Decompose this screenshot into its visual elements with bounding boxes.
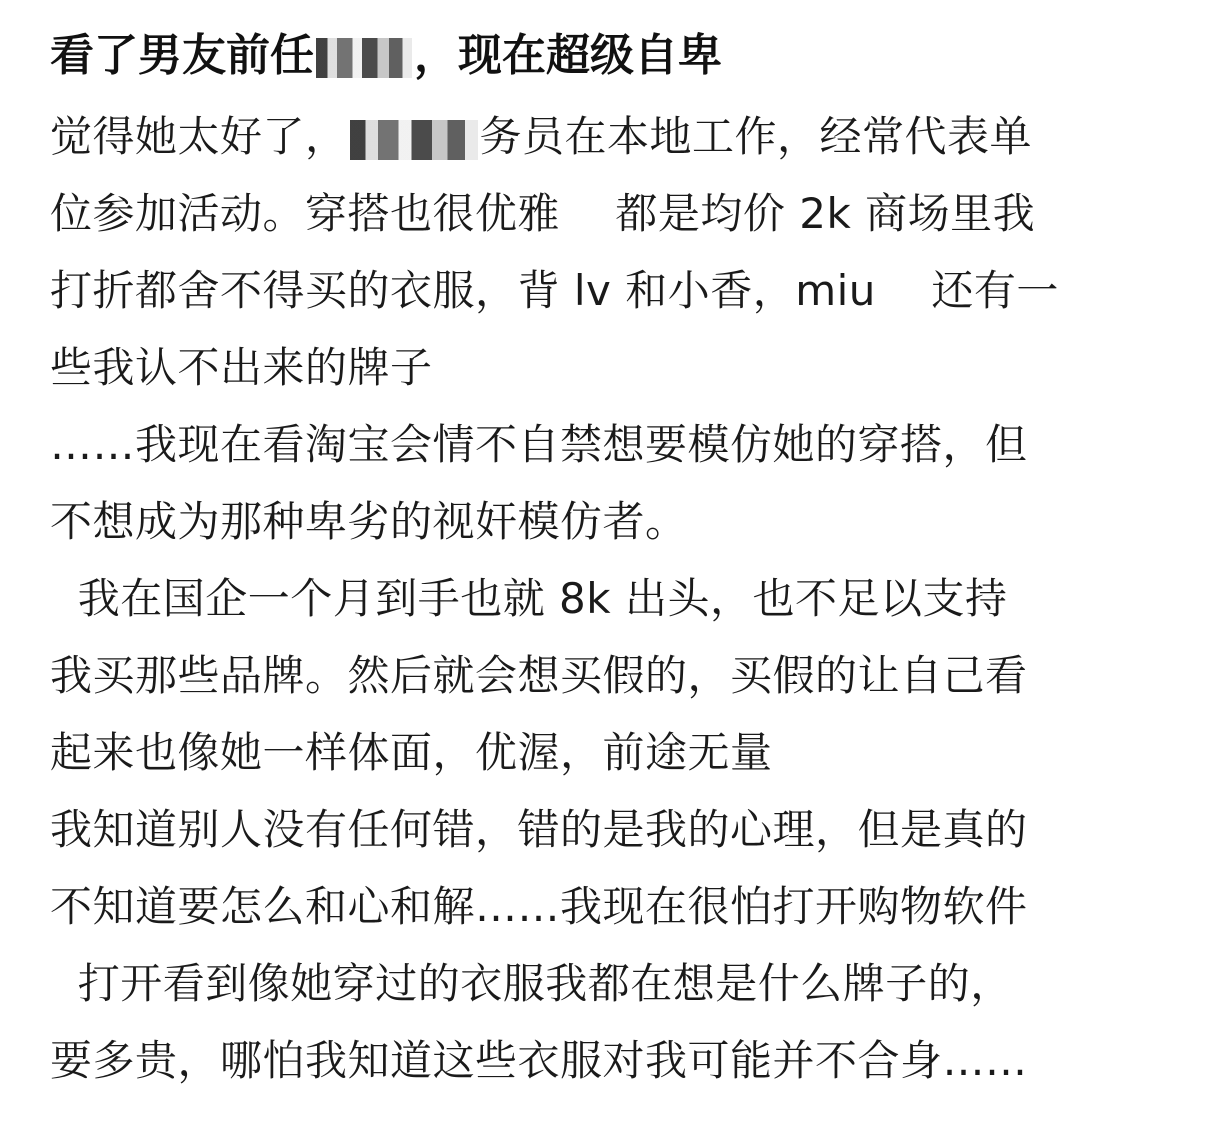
body-line	[50, 98, 1160, 175]
post-body	[50, 98, 1160, 1099]
body-line: 要多贵，哪怕我知道这些衣服对我可能并不合身……	[50, 1036, 1028, 1085]
title-text-end: ，现在超级自卑	[414, 30, 722, 81]
body-line: 位参加活动。穿搭也很优雅 都是均价 2k 商场里我	[50, 189, 1036, 238]
body-line: 些我认不出来的牌子	[50, 343, 433, 392]
body-line-start: 觉得她太好了，	[50, 112, 348, 161]
post-content	[50, 0, 1160, 1099]
body-line-end: 务员在本地工作，经常代表单	[479, 112, 1033, 161]
post-title	[50, 0, 1160, 86]
body-line: 我在国企一个月到手也就 8k 出头，也不足以支持	[50, 574, 1008, 623]
title-text-start: 看了男友前任	[50, 30, 314, 81]
redacted-mosaic	[350, 120, 478, 160]
body-line: ……我现在看淘宝会情不自禁想要模仿她的穿搭，但	[50, 420, 1028, 469]
body-line: 打折都舍不得买的衣服，背 lv 和小香，miu 还有一	[50, 266, 1059, 315]
body-line: 起来也像她一样体面，优渥，前途无量	[50, 728, 773, 777]
redacted-mosaic	[316, 38, 412, 78]
body-line: 我买那些品牌。然后就会想买假的，买假的让自己看	[50, 651, 1028, 700]
body-line: 打开看到像她穿过的衣服我都在想是什么牌子的，	[50, 959, 1013, 1008]
body-line: 不知道要怎么和心和解……我现在很怕打开购物软件	[50, 882, 1028, 931]
body-line: 我知道别人没有任何错，错的是我的心理，但是真的	[50, 805, 1028, 854]
body-line: 不想成为那种卑劣的视奸模仿者。	[50, 497, 688, 546]
